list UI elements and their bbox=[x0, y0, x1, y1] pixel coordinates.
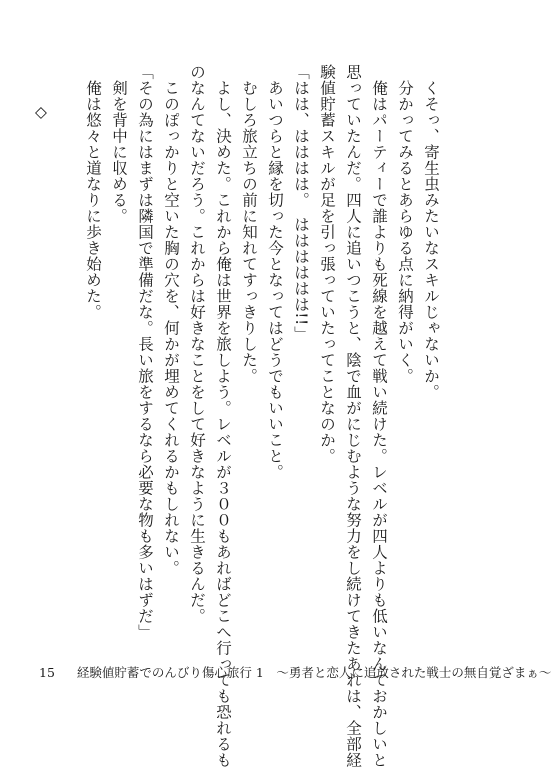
paragraph-2: 分かってみるとあらゆる点に納得がいく。 bbox=[396, 79, 414, 384]
paragraph-3: 俺はパーティーで誰よりも死線を越えて戦い続けた。レベルが四人よりも低いなんておかしいと bbox=[370, 79, 388, 768]
paragraph-6: よし、決めた。これから俺は世界を旅しよう。レベルが３００もあればどこへ行っても恐れるも bbox=[214, 79, 232, 768]
running-title: 経験値貯蓄でのんびり傷心旅行 1 ～勇者と恋人に追放された戦士の無自覚ざまぁ～ bbox=[76, 665, 551, 680]
paragraph-3-line-3: 験値貯蓄スキルが足を引っ張っていたってことなのか。 bbox=[318, 64, 336, 464]
paragraph-1: くそっ、寄生虫みたいなスキルじゃないか。 bbox=[422, 79, 440, 400]
dialogue-laugh: 「はは、はははは。 はははははは!!」 bbox=[292, 64, 310, 342]
paragraph-6-line-2: のなんてないだろう。これからは好きなことをして好きなように生きるんだ。 bbox=[188, 64, 206, 624]
paragraph-10 bbox=[0, 64, 2, 624]
paragraph-4: あいつらと縁を切った今となってはどうでもいいこと。 bbox=[266, 79, 284, 480]
blank-line bbox=[54, 64, 80, 624]
paragraph-8: 剣を背中に収める。 bbox=[110, 79, 128, 224]
paragraph-7: このぽっかりと空いた胸の穴を、何かが埋めてくれるかもしれない。 bbox=[162, 79, 180, 576]
paragraph-3-line-2: 思っていたんだ。四人に追いつこうと、陰で血がにじむような努力をし続けてきたあれは、全部経 bbox=[344, 64, 362, 768]
scene-divider: ◇ bbox=[32, 102, 50, 122]
page-number: 15 bbox=[39, 665, 55, 680]
paragraph-5: むしろ旅立ちの前に知れてすっきりした。 bbox=[240, 79, 258, 384]
paragraph-9: 俺は悠々と道なりに歩き始めた。 bbox=[84, 79, 102, 320]
dialogue-preparation: 「その為にはまずは隣国で準備だな。長い旅をするなら必要な物も多いはずだ」 bbox=[136, 64, 154, 640]
blank-line-2 bbox=[2, 64, 28, 624]
page-footer bbox=[39, 663, 551, 681]
